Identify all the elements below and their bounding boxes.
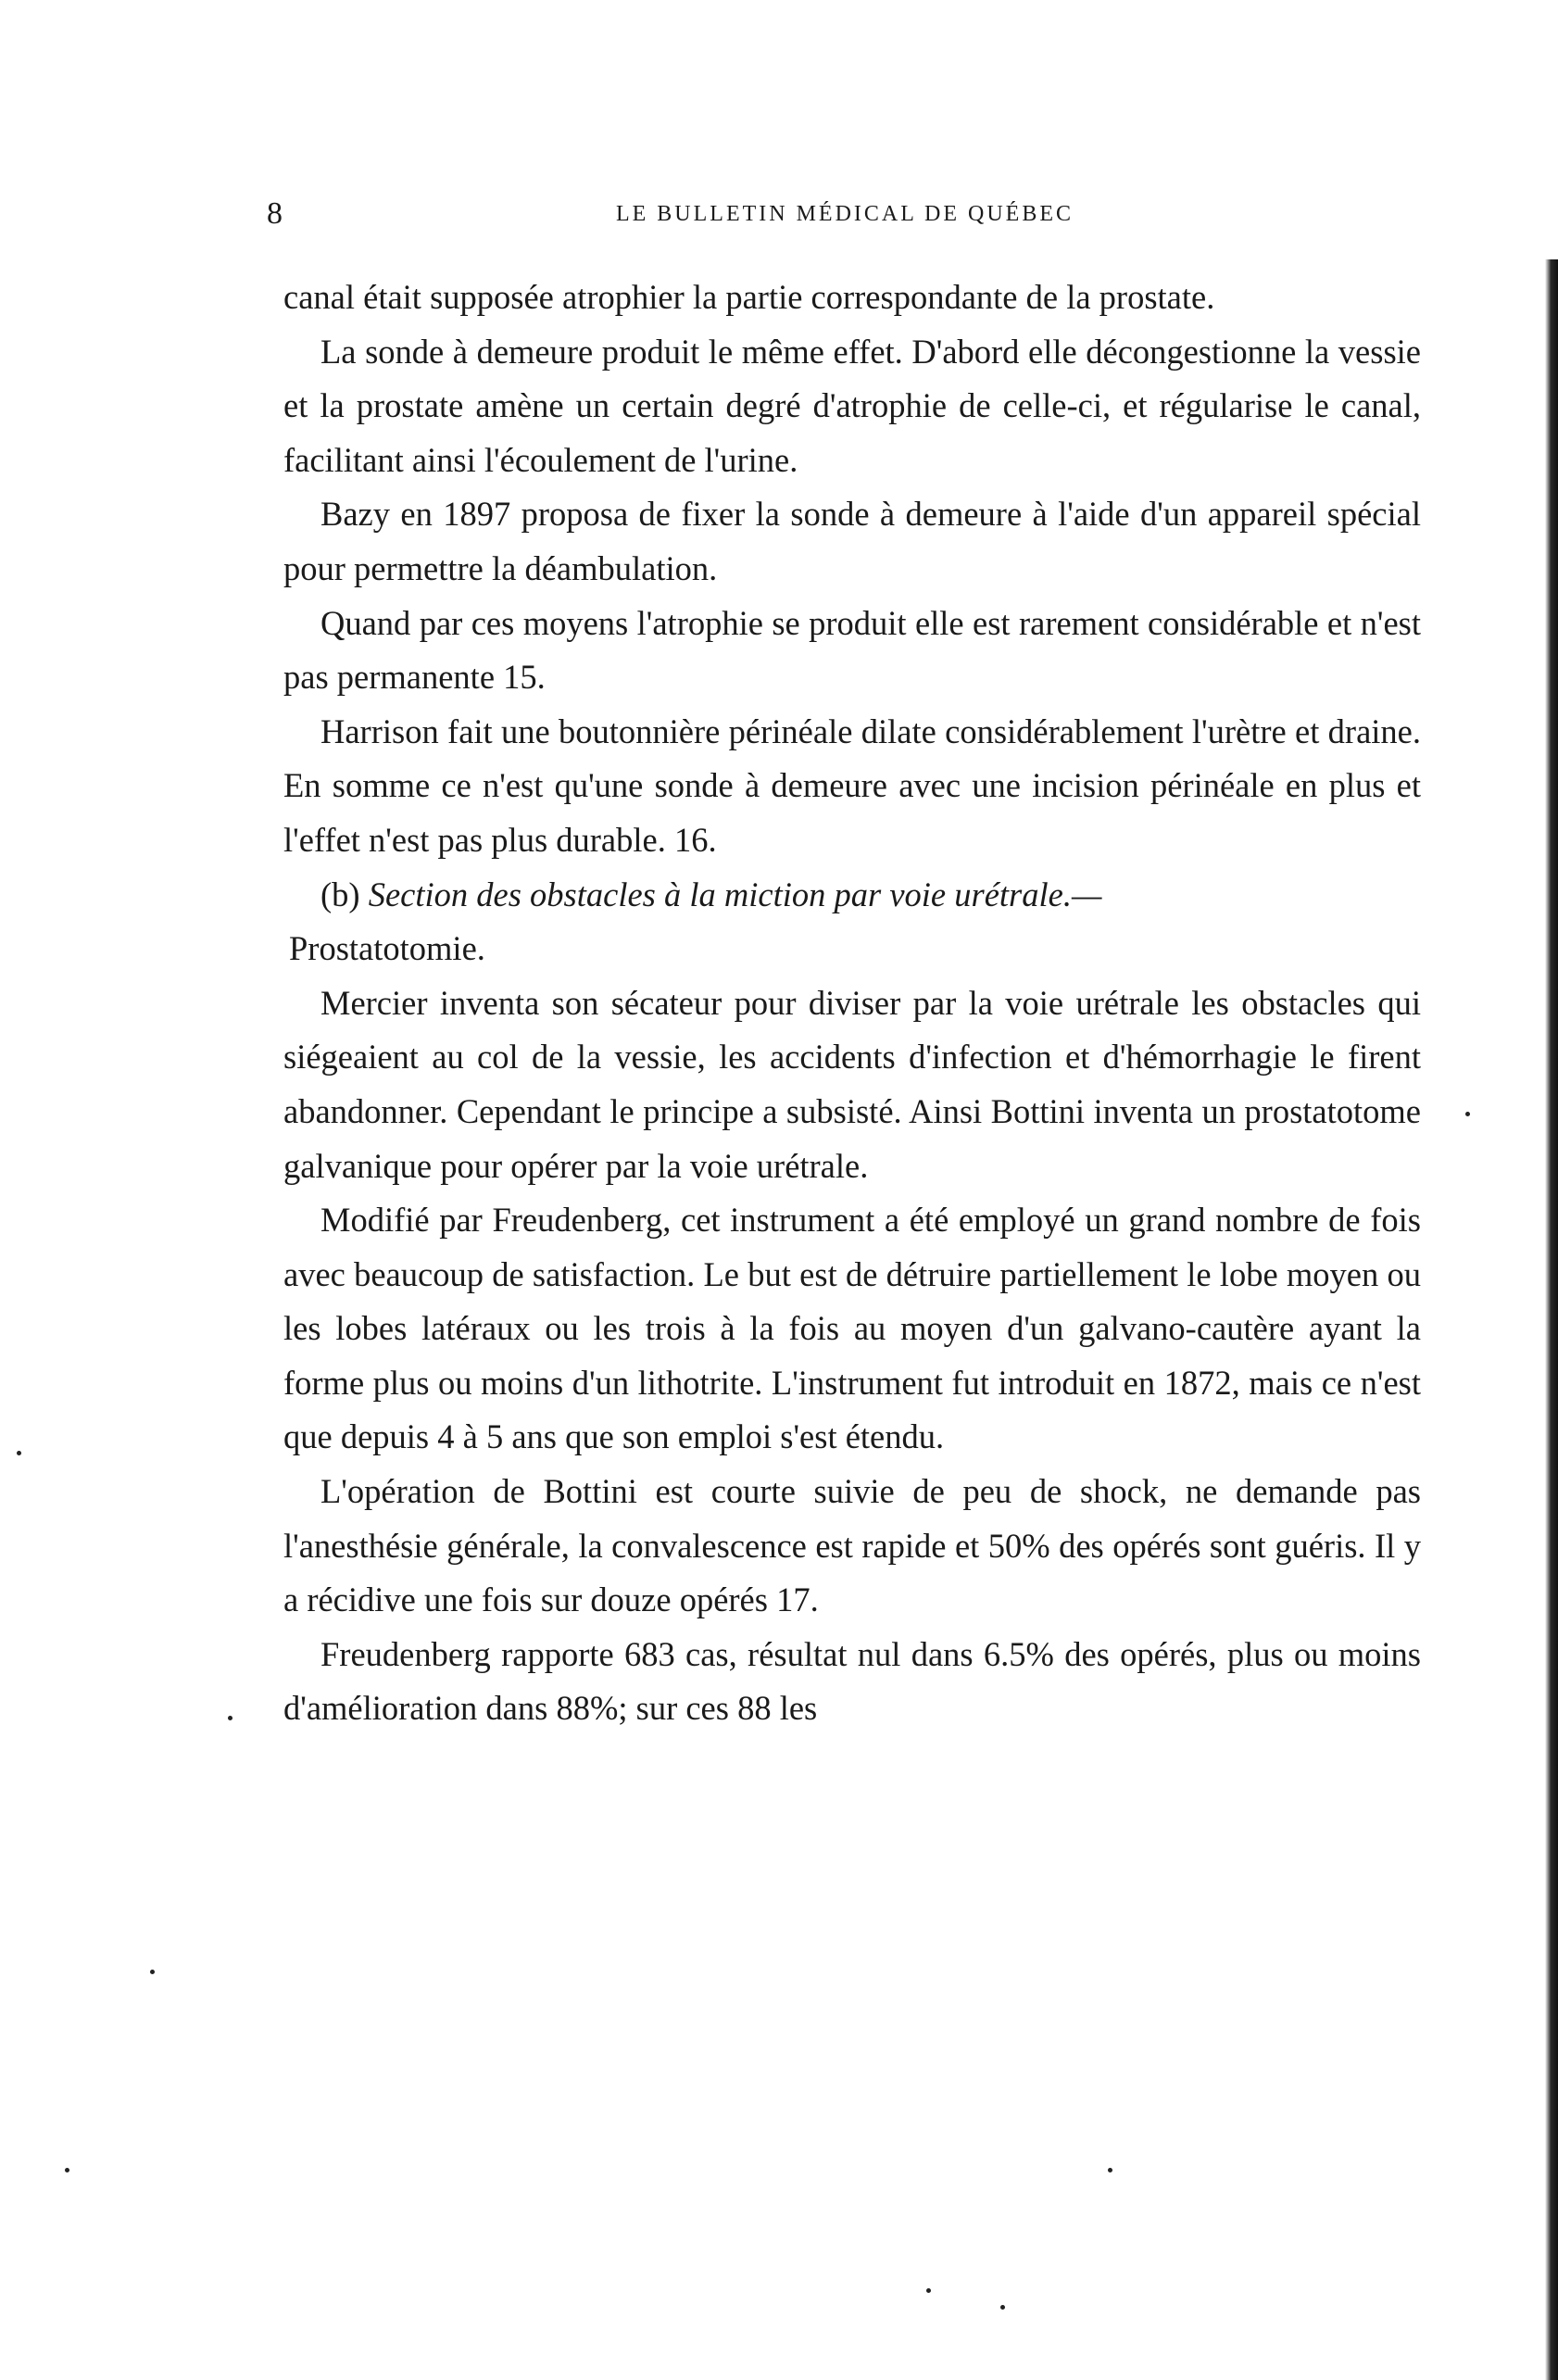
paragraph: L'opération de Bottini est courte suivie de peu de shock, ne demande pas l'anesthésie générale, la convalescence est rapide et 50% des opérés sont guéris. Il y a récidive une fois sur douze opérés 17. [283, 1472, 1421, 1619]
section-label: (b) [320, 875, 360, 913]
paragraph: canal était supposée atrophier la partie correspondante de la prostate. [283, 278, 1215, 316]
paragraph: Freudenberg rapporte 683 cas, résultat nul dans 6.5% des opérés, plus ou moins d'amélioration dans 88%; sur ces 88 les [283, 1634, 1421, 1728]
paragraph: Modifié par Freudenberg, cet instrument a été employé un grand nombre de fois avec beaucoup de satisfaction. Le but est de détruire partiellement le lobe moyen ou les lobes latéraux ou les trois à la fois au moyen d'un galvano-cautère ayant la forme plus ou moins d'un lithotrite. L'instrument fut introduit en 1872, mais ce n'est que depuis 4 à 5 ans que son emploi s'est étendu. [283, 1201, 1421, 1456]
section-heading [283, 868, 1421, 976]
paragraph: Quand par ces moyens l'atrophie se produit elle est rarement considérable et n'est pas permanente 15. [283, 603, 1421, 697]
paragraph: Bazy en 1897 proposa de fixer la sonde à demeure à l'aide d'un appareil spécial pour permettre la déambulation. [283, 495, 1421, 587]
paragraph: Harrison fait une boutonnière périnéale dilate considérablement l'urètre et draine. En somme ce n'est qu'une sonde à demeure avec une incision périnéale en plus et l'effet n'est pas plus durable. 16. [283, 711, 1421, 859]
paragraph: Mercier inventa son sécateur pour diviser par la voie urétrale les obstacles qui siégeaient au col de la vessie, les accidents d'infection et d'hémorrhagie le firent abandonner. Cependant le principe a subsisté. Ainsi Bottini inventa un prostatotome galvanique pour opérer par la voie urétrale. [283, 983, 1421, 1185]
scan-speck [150, 1970, 155, 1974]
scan-speck [65, 2168, 69, 2172]
section-subtitle: Prostatotomie. [289, 929, 485, 968]
scan-speck [1000, 2305, 1005, 2310]
scan-speck [228, 1716, 232, 1720]
scan-speck [17, 1451, 21, 1455]
scan-speck [926, 2288, 931, 2293]
paragraph: La sonde à demeure produit le même effet. D'abord elle décongestionne la vessie et la prostate amène un certain degré d'atrophie de celle-ci, et régularise le canal, facilitant ainsi l'écoulement de l'urine. [283, 332, 1421, 479]
section-title: Section des obstacles à la miction par voie urétrale.— [368, 875, 1102, 913]
page-header [267, 196, 1423, 233]
running-title: LE BULLETIN MÉDICAL DE QUÉBEC [615, 202, 1074, 226]
scan-speck [1465, 1112, 1470, 1116]
scan-edge-shadow [1545, 259, 1558, 2380]
body-text [283, 271, 1421, 1736]
scan-speck [1108, 2168, 1112, 2172]
page-number: 8 [267, 196, 283, 231]
